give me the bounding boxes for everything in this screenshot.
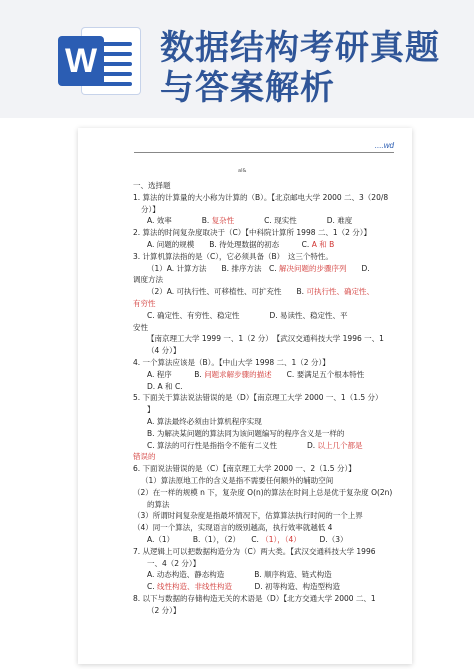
document-line <box>133 428 377 440</box>
document-line <box>133 581 377 593</box>
document-line <box>133 546 377 558</box>
section-heading: 一、选择题 <box>133 181 171 190</box>
line-text: C. 要满足五个根本特性 <box>271 369 365 379</box>
line-text: C. 现实性 D. 难度 <box>234 216 353 226</box>
document-line <box>133 310 377 322</box>
line-text: D. 初等构造、构造型构造 <box>232 582 341 592</box>
document-line <box>133 263 377 275</box>
document-line <box>133 239 377 251</box>
line-text: 3. 计算机算法指的是（C），它必须具备（B） 这三个特性。 <box>133 251 333 261</box>
line-text: A. 效率 B. <box>147 216 212 226</box>
document-line <box>133 274 377 286</box>
line-text: A. 动态构造、静态构造 B. 顺序构造、链式构造 <box>147 570 332 580</box>
answer-highlight: 线性构造、非线性构造 <box>157 582 233 592</box>
line-text: （2）在一样的规模 n 下，复杂度 O(n)的算法在时间上总是优于复杂度 O(2n) <box>133 487 393 497</box>
line-text: （2 分）】 <box>147 605 181 615</box>
line-text: 5. 下面关于算法说法错误的是（D）【南京理工大学 2000 一、1（1.5 分） <box>133 393 383 403</box>
document-line <box>133 522 377 534</box>
document-line <box>133 322 377 334</box>
line-text: 2. 算法的时间复杂度取决于（C）【中科院计算所 1998 二、1（2 分）】 <box>133 228 372 238</box>
banner-title-line1: 数据结构考研真题 <box>160 28 440 68</box>
document-body <box>133 180 393 616</box>
answer-highlight: 有穷性 <box>133 298 156 308</box>
header-banner <box>0 0 474 118</box>
document-line <box>133 463 377 475</box>
answer-highlight: 问题求解步骤的描述 <box>204 369 272 379</box>
document-line <box>133 204 377 216</box>
document-line <box>133 333 384 345</box>
line-text: 4. 一个算法应该是（B）。【中山大学 1998 二、1（2 分）】 <box>133 357 330 367</box>
document-line <box>133 404 377 416</box>
banner-title-line2: 与答案解析 <box>160 68 335 108</box>
document-line <box>133 605 377 617</box>
line-text: （2）A. 可执行性、可移植性、可扩充性 B. <box>147 287 307 297</box>
line-text: 8. 以下与数据的存储构造无关的术语是（D）【北方交通大学 2000 二、1 <box>133 593 376 603</box>
document-line <box>133 510 377 522</box>
answer-highlight: A 和 B <box>311 239 335 249</box>
document-line <box>133 192 389 204</box>
line-text: 的算法 <box>147 499 170 509</box>
line-text: （1）A. 计算方法 B. 排序方法 C. <box>147 263 279 273</box>
line-text: B. 为解决某问题的算法同为该问题编写的程序含义是一样的 <box>147 428 345 438</box>
line-text: 7. 从逻辑上可以把数据构造分为（C）两大类。【武汉交通科技大学 1996 <box>133 546 376 556</box>
line-text: D. A 和 C. <box>147 381 183 391</box>
word-document-icon <box>58 22 144 98</box>
answer-highlight: 错误的 <box>133 452 156 462</box>
line-text: C. <box>147 582 158 592</box>
answer-highlight: 解决问题的步骤序列 <box>278 263 347 273</box>
document-line <box>133 286 377 298</box>
document-line <box>133 251 377 263</box>
page-header-rule <box>134 142 394 153</box>
document-page <box>78 128 412 664</box>
line-text: （1）算法原地工作的含义是指不需要任何额外的辅助空间 <box>141 475 334 485</box>
document-line <box>133 215 377 227</box>
document-line <box>133 569 377 581</box>
line-text: A. 问题的规模 B. 待处理数据的初态 C. <box>147 239 312 249</box>
line-text: A.（1） B.（1），（2） C. <box>147 534 262 544</box>
line-text: 】 <box>147 405 155 415</box>
line-text: （3）所谓时间复杂度是指最坏情况下，估算算法执行时间的一个上界 <box>133 511 363 521</box>
line-text: 安性 <box>133 322 148 332</box>
document-line <box>133 381 377 393</box>
answer-highlight: 以上几个都是 <box>317 440 363 450</box>
document-line <box>133 440 377 452</box>
line-text: （4 分）】 <box>147 346 181 356</box>
line-text: D. <box>346 263 370 273</box>
line-text: 【南京理工大学 1999 一、1（2 分） 【武汉交通科技大学 1996 一、1 <box>147 334 384 344</box>
answer-highlight: （1），（4） <box>261 534 298 544</box>
banner-title <box>160 28 460 108</box>
line-text: （4）同一个算法，实现语言的级别越高，执行效率就越低 4 <box>133 523 333 533</box>
page-header-text: ....wd <box>374 141 394 150</box>
word-icon-tile: W <box>58 36 104 86</box>
line-text: A. 程序 B. <box>147 369 205 379</box>
line-text: A. 算法最终必须由计算机程序实现 <box>147 416 262 426</box>
answer-highlight: 可执行性、确定性、 <box>306 287 374 297</box>
document-line <box>133 558 377 570</box>
document-line <box>133 298 377 310</box>
line-text: C. 算法的可行性是指指令不能有二义性 D. <box>147 440 318 450</box>
document-line <box>133 392 383 404</box>
document-line <box>133 416 377 428</box>
document-line <box>133 369 377 381</box>
line-text: 一、4（2 分）】 <box>147 558 201 568</box>
document-line <box>133 593 377 605</box>
document-line <box>133 534 377 546</box>
document-line <box>133 357 377 369</box>
line-text: 调度方法 <box>133 275 163 285</box>
line-text: 6. 下面说法错误的是（C）【南京理工大学 2000 一、2（1.5 分）】 <box>133 464 356 474</box>
document-line <box>133 227 377 239</box>
line-text: D.（3） <box>297 534 348 544</box>
document-line <box>133 499 377 511</box>
document-line <box>133 451 377 463</box>
line-text: C. 确定性、有穷性、稳定性 D. 易读性、稳定性、平 <box>147 310 348 320</box>
document-line <box>133 345 377 357</box>
answer-highlight: 复杂性 <box>211 216 235 226</box>
document-line <box>133 487 393 499</box>
page-marker: al& <box>238 168 247 174</box>
line-text: 1. 算法的计算量的大小称为计算的（B）。【北京邮电大学 2000 二、3（20/8 <box>133 192 389 202</box>
document-line <box>133 475 377 487</box>
line-text: 分）】 <box>141 204 160 214</box>
